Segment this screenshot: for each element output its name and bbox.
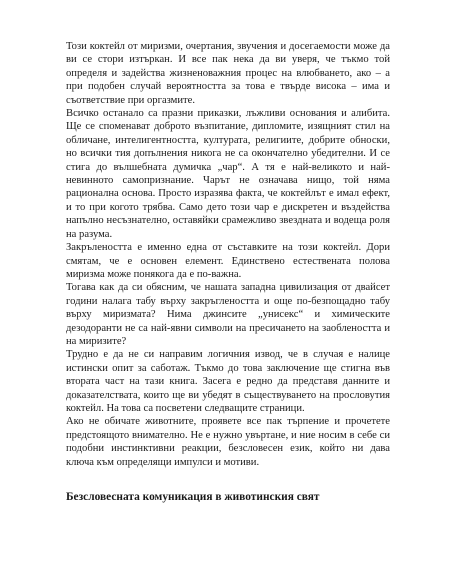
section-heading: Безсловесната комуникация в животинския свят bbox=[66, 491, 320, 503]
paragraph-2: Всичко останало са празни приказки, лъжливи основания и алибита. Ще се споменават доброто възпитание, дипломите, изящният стил на обличане, интелигентността, културата, религиите, добрите обноски, но всички тия допълнения никога не са окончателно убедителни. И се стига до вълшебната думичка „чар“. А тя е най-великото и най-невинното самопризнание. Чарът не означава нищо, той няма рационална основа. Просто изразява факта, че коктейлът е имал ефект, и то при когото трябва. Само дето този чар е дискретен и въздейства напълно несъзнателно, оставяйки срамежливо звездната и водеща роля на разума. bbox=[66, 108, 390, 240]
paragraph-5: Трудно е да не си направим логичния извод, че в случая е налице истински опит за саботаж. Тъкмо до това заключение ще стигна във втората част на тази книга. Засега е редно да представя данните и доказателствата, които ще ви убедят в съществуването на прословутия коктейл. На това са посветени следващите страници. bbox=[66, 349, 390, 414]
paragraph-4: Тогава как да си обясним, че нашата западна цивилизация от двайсет години налага табу върху закръглеността и още по-безпощадно табу върху миризмата? Нима джинсите „унисекс“ и химическите дезодоранти не са най-явни символи на пресичането на заоблеността и на миризите? bbox=[66, 282, 390, 347]
paragraph-1: Този коктейл от миризми, очертания, звучения и досегаемости може да ви се стори изтъркан. И все пак нека да ви уверя, че тъкмо той определя и задейства жизненоважния процес на влюбването, ако – а при подобен случай вероятността за това е твърде висока – има и съответствие при оргазмите. bbox=[66, 41, 390, 106]
paragraph-6: Ако не обичате животните, проявете все пак търпение и прочетете предстоящото внимателно. Не е нужно увъртане, и ние носим в себе си подобни инстинктивни реакции, безсловесен език, който ни дава ключа към определящи импулси и мотиви. bbox=[66, 416, 390, 468]
paragraph-3: Закрълеността е именно една от съставките на този коктейл. Дори смятам, че е основен елемент. Единствено естествената полова миризма може понякога да е по-важна. bbox=[66, 242, 390, 280]
